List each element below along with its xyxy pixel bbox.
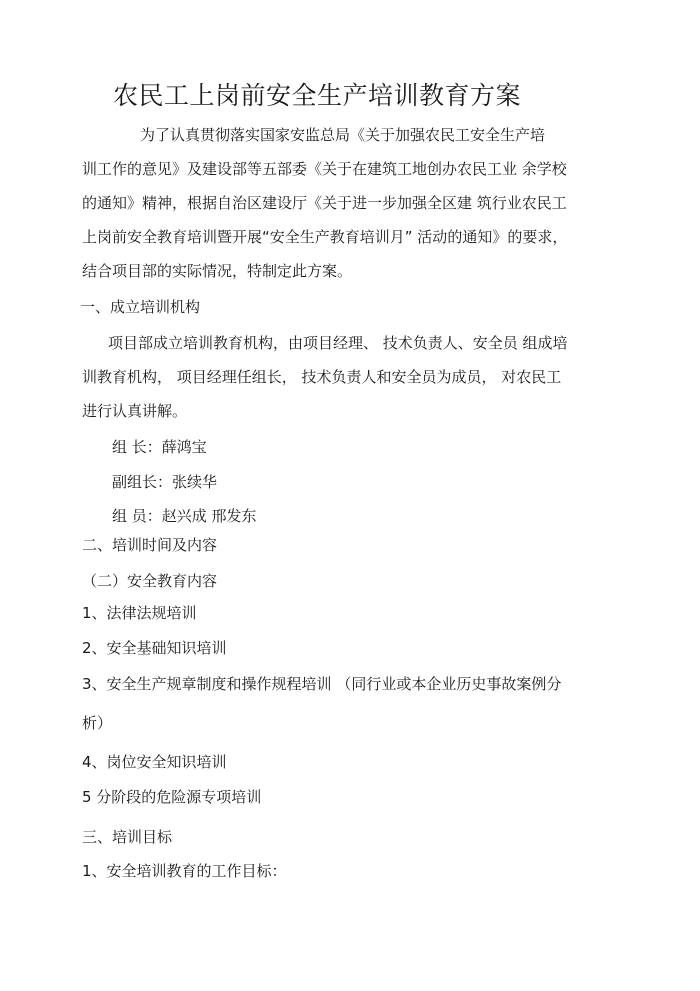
- section-2-item-5: 5 分阶段的危险源专项培训: [82, 788, 262, 806]
- section-1-heading: 一、成立培训机构: [80, 298, 201, 316]
- intro-line-5: 结合项目部的实际情况，特制定此方案。: [82, 262, 353, 280]
- section-3-item-1: 1、安全培训教育的工作目标：: [82, 862, 287, 880]
- section-3-heading: 三、培训目标: [82, 828, 173, 846]
- document-title: 农民工上岗前安全生产培训教育方案: [113, 81, 522, 110]
- section-1-body-line-1: 项目部成立培训教育机构，由项目经理、 技术负责人、安全员 组成培: [108, 334, 568, 352]
- intro-line-3: 的通知》精神，根据自治区建设厅《关于进一步加强全区建 筑行业农民工: [82, 194, 567, 212]
- section-2-subheading: （二）安全教育内容: [82, 572, 218, 590]
- member-deputy-leader: 副组长：张续华: [112, 473, 218, 491]
- section-2-item-3-cont: 析）: [82, 714, 113, 732]
- intro-line-1: 为了认真贯彻落实国家安监总局《关于加强农民工安全生产培: [140, 126, 546, 144]
- section-2-item-3: 3、安全生产规章制度和操作规程培训 （同行业或本企业历史事故案例分: [82, 675, 562, 693]
- member-leader: 组 长：薛鸿宝: [112, 438, 207, 456]
- section-2-item-2: 2、安全基础知识培训: [82, 639, 227, 657]
- section-2-heading: 二、培训时间及内容: [82, 536, 218, 554]
- intro-line-4: 上岗前安全教育培训暨开展“安全生产教育培训月” 活动的通知》的要求，: [82, 228, 568, 246]
- section-1-body-line-2: 训教育机构， 项目经理任组长， 技术负责人和安全员为成员， 对农民工: [82, 368, 562, 386]
- section-2-item-1: 1、法律法规培训: [82, 604, 197, 622]
- member-members: 组 员：赵兴成 邢发东: [112, 507, 257, 525]
- section-2-item-4: 4、岗位安全知识培训: [82, 753, 227, 771]
- section-1-body-line-3: 进行认真讲解。: [82, 402, 188, 420]
- intro-line-2: 训工作的意见》及建设部等五部委《关于在建筑工地创办农民工业 余学校: [82, 160, 567, 178]
